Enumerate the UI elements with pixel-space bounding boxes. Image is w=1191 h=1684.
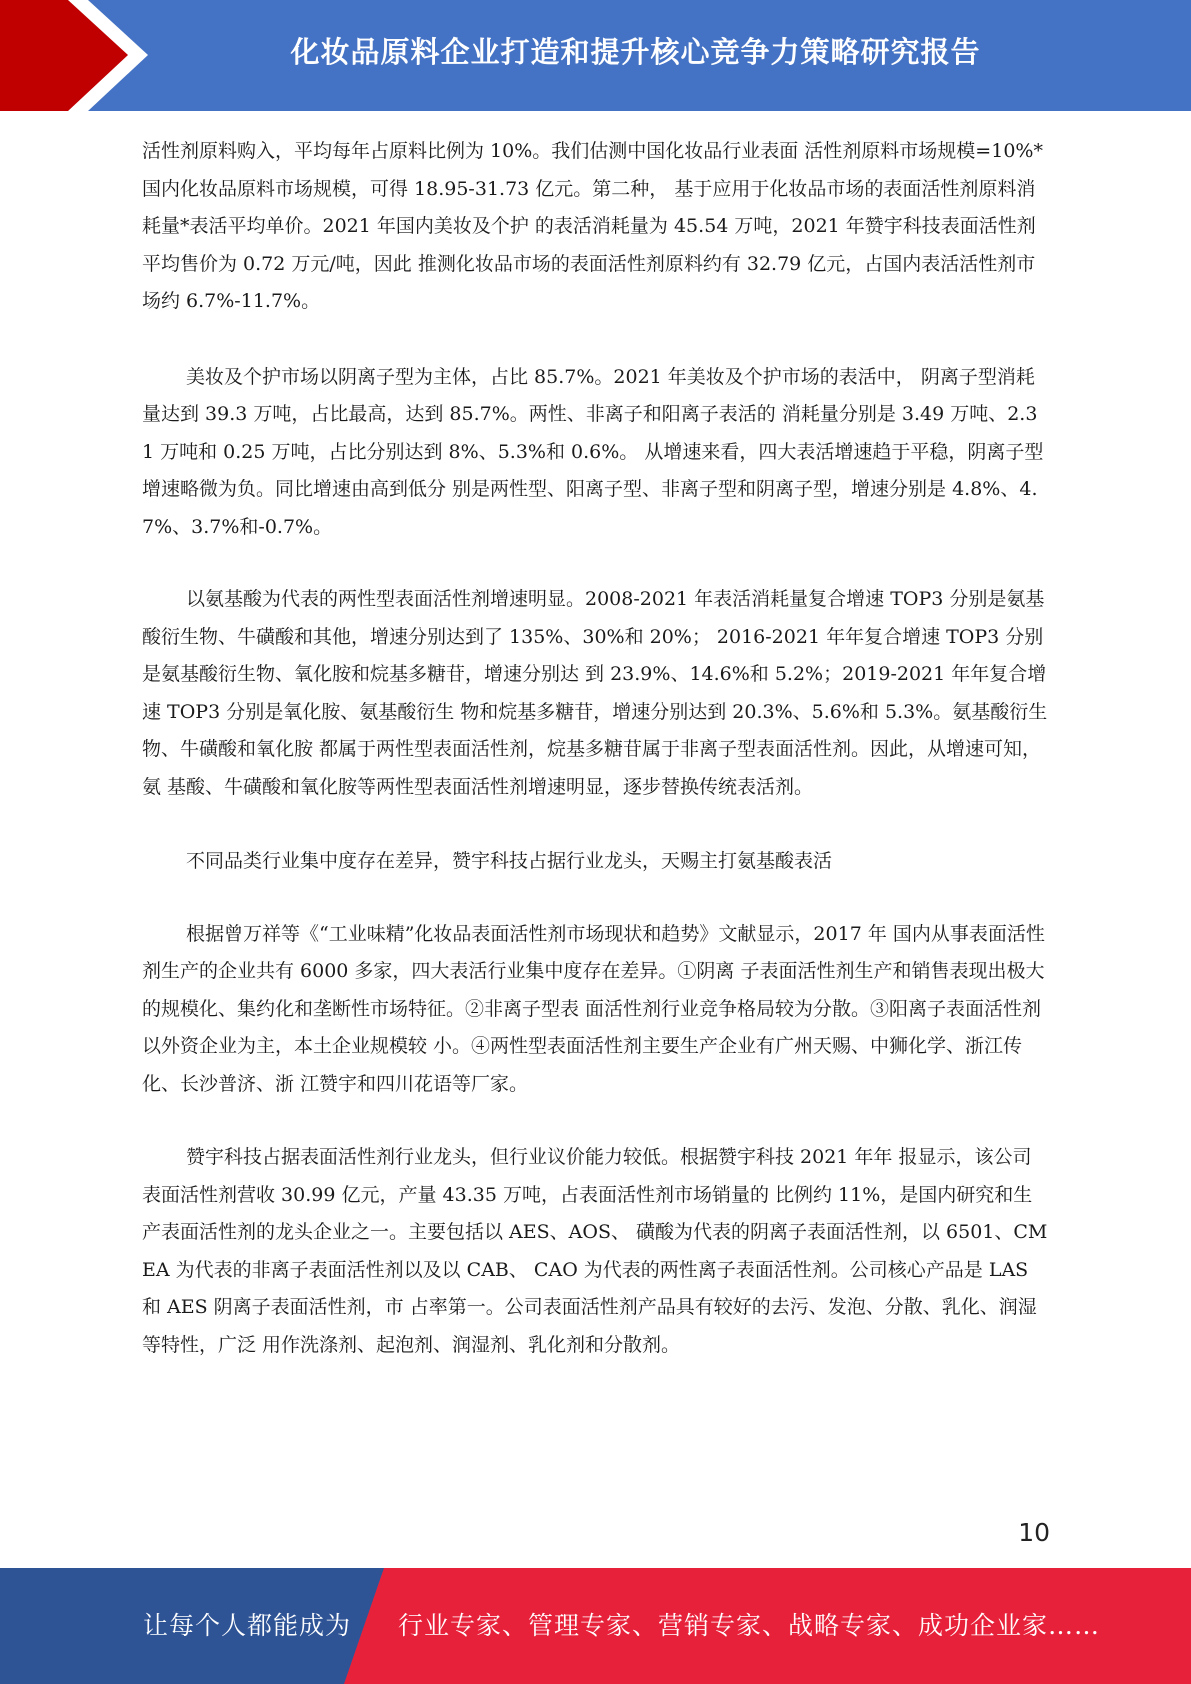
paragraph-industry-concentration: 根据曾万祥等《“工业味精”化妆品表面活性剂市场现状和趋势》文献显示，2017 年 国内从事表面活性剂生产的企业共有 6000 多家，四大表活行业集中度存在差异。①阴离 子表面活性剂生产和销售表现出极大的规模化、集约化和垄断性市场特征。②非离子型表 面活性剂行业竞争格局较为分散。③阳离子表面活性剂以外资企业为主，本土企业规模较 小。④两性型表面活性剂主要生产企业有广州天赐、中狮化学、浙江传化、长沙普济、浙 江赞宇和四川花语等厂家。 — [142, 922, 1045, 1095]
footer-slogan-right: 行业专家、管理专家、营销专家、战略专家、成功企业家…… — [398, 1611, 1101, 1640]
paragraph-zanyu-technology: 赞宇科技占据表面活性剂行业龙头，但行业议价能力较低。根据赞宇科技 2021 年年 报显示，该公司表面活性剂营收 30.99 亿元，产量 43.35 万吨，占表面活性剂市场销量的 比例约 11%，是国内研究和生产表面活性剂的龙头企业之一。主要包括以 AES、AOS、 磺酸为代表的阴离子表面活性剂，以 6501、CMEA 为代表的非离子表面活性剂以及以 CAB、 CAO 为代表的两性离子表面活性剂。公司核心产品是 LAS 和 AES 阴离子表面活性剂，市 占率第一。公司表面活性剂产品具有较好的去污、发泡、分散、乳化、润湿等特性，广泛 用作洗涤剂、起泡剂、润湿剂、乳化剂和分散剂。 — [142, 1146, 1048, 1356]
page-header — [0, 0, 1191, 111]
footer-slogan-left: 让每个人都能成为 — [143, 1611, 352, 1640]
report-title: 化妆品原料企业打造和提升核心竞争力策略研究报告 — [290, 35, 981, 69]
section-heading-industry-concentration: 不同品类行业集中度存在差异，赞宇科技占据行业龙头，天赐主打氨基酸表活 — [186, 850, 833, 872]
paragraph-surfactant-market-size: 活性剂原料购入，平均每年占原料比例为 10%。我们估测中国化妆品行业表面 活性剂原料市场规模=10%*国内化妆品原料市场规模，可得 18.95-31.73 亿元。第二种， 基于应用于化妆品市场的表面活性剂原料消耗量*表活平均单价。2021 年国内美妆及个护 的表活消耗量为 45.54 万吨，2021 年赞宇科技表面活性剂平均售价为 0.72 万元/吨，因此 推测化妆品市场的表面活性剂原料约有 32.79 亿元，占国内表活活性剂市场约 6.7%-11.7%。 — [142, 140, 1043, 312]
paragraph-amino-acid-growth: 以氨基酸为代表的两性型表面活性剂增速明显。2008-2021 年表活消耗量复合增速 TOP3 分别是氨基酸衍生物、牛磺酸和其他，增速分别达到了 135%、30%和 20%； 2016-2021 年年复合增速 TOP3 分别是氨基酸衍生物、氧化胺和烷基多糖苷，增速分别达 到 23.9%、14.6%和 5.2%；2019-2021 年年复合增速 TOP3 分别是氧化胺、氨基酸衍生 物和烷基多糖苷，增速分别达到 20.3%、5.6%和 5.3%。氨基酸衍生物、牛磺酸和氧化胺 都属于两性型表面活性剂，烷基多糖苷属于非离子型表面活性剂。因此，从增速可知，氨 基酸、牛磺酸和氧化胺等两性型表面活性剂增速明显，逐步替换传统表活剂。 — [142, 588, 1048, 798]
page-footer — [0, 1568, 1191, 1684]
paragraph-anionic-share: 美妆及个护市场以阴离子型为主体，占比 85.7%。2021 年美妆及个护市场的表活中， 阴离子型消耗量达到 39.3 万吨，占比最高，达到 85.7%。两性、非离子和阳离子表活的 消耗量分别是 3.49 万吨、2.31 万吨和 0.25 万吨，占比分别达到 8%、5.3%和 0.6%。 从增速来看，四大表活增速趋于平稳，阴离子型增速略微为负。同比增速由高到低分 别是两性型、阳离子型、非离子型和阴离子型，增速分别是 4.8%、4.7%、3.7%和-0.7%。 — [142, 365, 1044, 538]
document-body — [142, 133, 1048, 1364]
page-number: 10 — [1018, 1518, 1050, 1547]
